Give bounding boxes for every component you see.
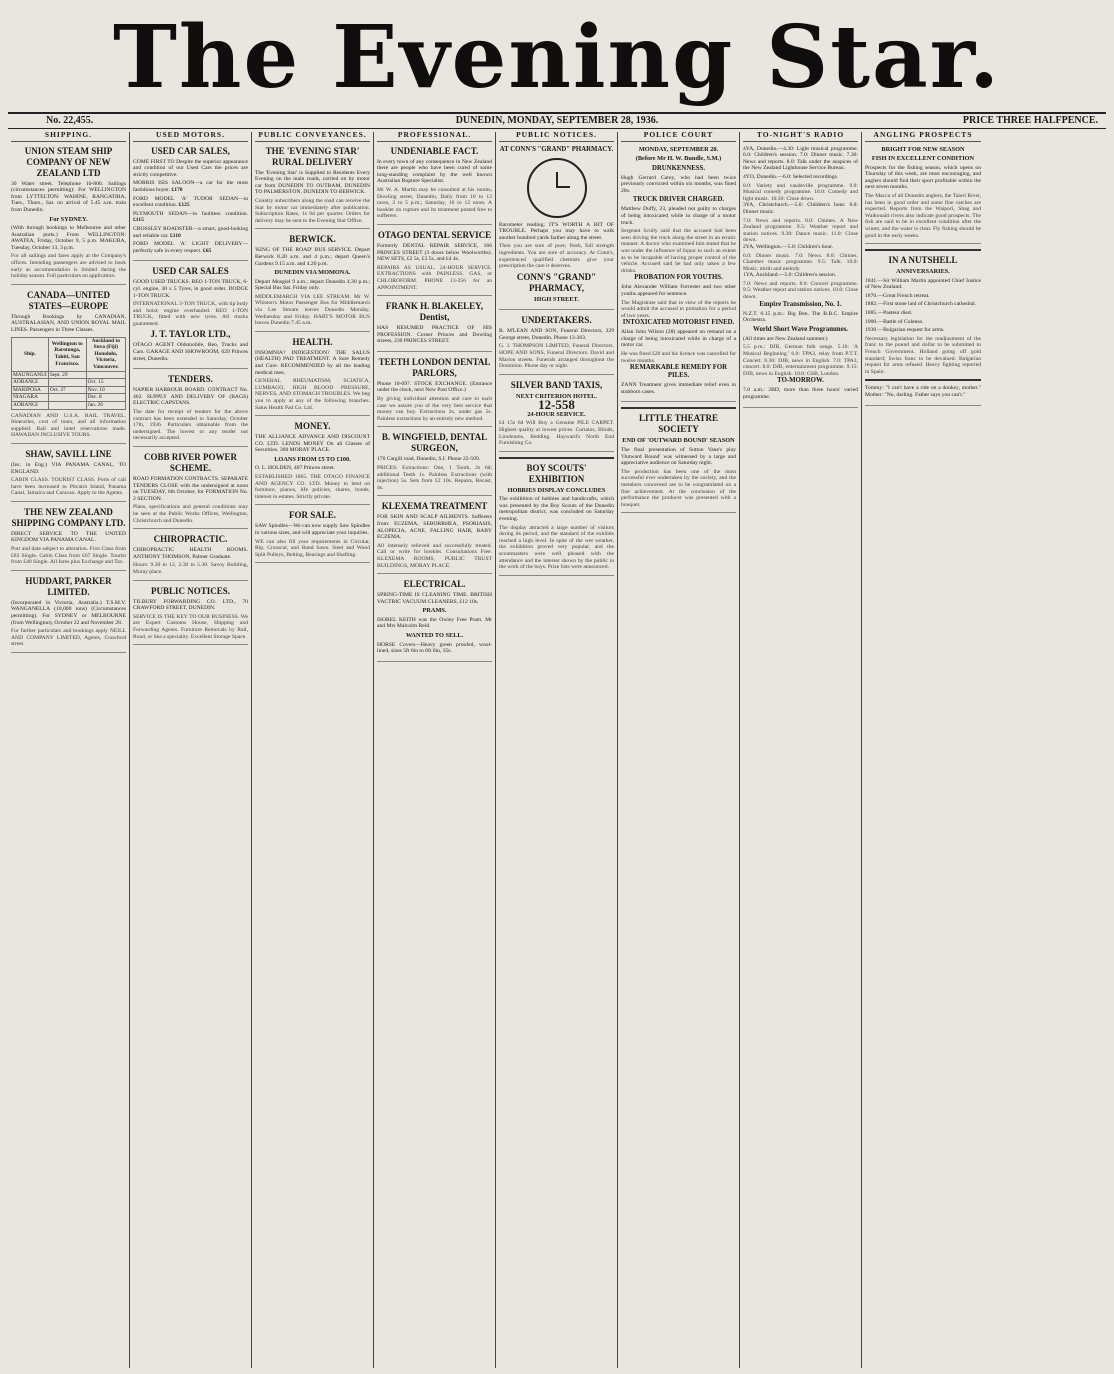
- meta-bar: [8, 112, 1106, 129]
- for-sale-ad: FOR SALE. SAW Spindles—We can now supply Saw Spindles in various sizes, and will appreciate your inquiries. WE can also fill your requirements in Circular, Rip, Crosscut, and Band Saws. Steel and Wood Split Pulleys, Belting, Bearings and Shafting.: [255, 510, 370, 563]
- masthead-title: The Evening Star.: [112, 7, 1002, 108]
- used-car-sales-ad: USED CAR SALES, COME FIRST TO Despite the superior appearance and condition of our Used Cars the prices are strictly competitive. MORRIS ISIS SALOON—a car for the most fastidious buyer. £170 FORD MODEL 'A' TUDOR SEDAN—in excellent condition. £125 PLYMOUTH SEDAN—in faultless condition. £115 CROSSLEY ROADSTER—a smart, good-looking and reliable car. £110 FORD MODEL 'A' LIGHT DELIVERY—perfectly safe in every respect. £65: [133, 146, 248, 262]
- issue-number: No. 22,455.: [46, 115, 94, 126]
- table-row: AORANGI Oct. 15: [12, 379, 126, 387]
- column-motors: [130, 132, 252, 1368]
- london-dental-ad: TEETH LONDON DENTAL PARLORS, Phone 10-697. STOCK EXCHANGE. (Entrance under the clock, next New Post Office.) By giving individual attention and care to each case we assure you of the very best service that money can buy. Extractions 2s, under gas 5s. Painless extractions by an entirely new method.: [377, 357, 492, 428]
- tilbury-ad: PUBLIC NOTICES. TILBURY FORWARDING CO. LTD., 70 CRAWFORD STREET, DUNEDIN. SERVICE IS THE KEY TO OUR BUSINESS. We are Expert Customs House, Shipping and Forwarding Agents. Furniture Removals by Rail, Road, or Sea a speciality. Excellent Storage Space.: [133, 586, 248, 646]
- boy-scouts-article: BOY SCOUTS' EXHIBITION HOBBIES DISPLAY CONCLUDES The exhibition of hobbies and handicrafts, which was presented by the Boy Scouts of the Dunedin metropolitan district, was concluded on Saturday evening. The display attracted a large number of visitors during its period, and the standard of the exhibits reached a high level. In spite of the wet weather, the exhibition proved very popular, and the scoutmasters were well pleased with the attendance and the interest shown by the public in the work of the boys. Prize lists were announced.: [499, 457, 614, 576]
- cobb-river-ad: COBB RIVER POWER SCHEME. ROAD FORMATION CONTRACTS. SEPARATE TENDERS CLOSE with the undersigned at noon on TUESDAY, 6th October, for FORMATION No. 2 SECTION. Plans, specifications and general conditions may be seen at the Public Works Offices, Wellington, Christchurch and Dunedin.: [133, 452, 248, 529]
- column-head-notices: PUBLIC NOTICES.: [499, 132, 614, 142]
- union-steamship-ad: UNION STEAM SHIP COMPANY OF NEW ZEALAND LTD 30 Water street. Telephone 10-800. Sailings (circumstances permitting): For WELLINGTON from LYTTELTON: WAHINE, RANGATIRA, Tues., Thurs., Sat. on arrival of 5.45 a.m. train from Dunedin. For SYDNEY. (With through bookings to Melbourne and other Australian ports.) From WELLINGTON: AWATEA, Friday, October 9, 5 p.m. MAKURA, Tuesday, October 13, 3 p.m. For all sailings and fares apply at the Company's offices. Intending passengers are advised to book early as accommodation is limited during the holiday season. Full particulars on application.: [11, 146, 126, 285]
- undertakers-ad: UNDERTAKERS. R. M'LEAN AND SON, Funeral Directors, 229 George street, Dunedin. Phone 13-263. G. J. THOMPSON LIMITED, Funeral Directors. HOPE AND SONS, Funeral Directors. David and Marion streets. Funerals arranged throughout the Dominion. Phone day or night.: [499, 315, 614, 375]
- chiropractic-ad: CHIROPRACTIC. CHIROPRACTIC HEALTH ROOMS. ANTHONY THOMSON, Palmer Graduate. Hours: 9.30 to 12, 2.30 to 5.30. Savoy Building, Moray place.: [133, 534, 248, 580]
- column-conveyances: [252, 132, 374, 1368]
- column-angling: [862, 132, 984, 1368]
- electrical-ad: ELECTRICAL. SPRING-TIME IS CLEANING TIME. BRITISH VACTRIC VACUUM CLEANERS, £12 10s. PRAMS. ISOBEL KEITH was the Owley Free Pram. Mr and Mrs Malcolm Reid. WANTED TO SELL. HORSE Covers—Heavy green proofed, wool-lined, sizes 5ft 6in to 6ft 6in, 35s.: [377, 579, 492, 662]
- canada-ad: CANADA—UNITED STATES—EUROPE Through Bookings by CANADIAN, AUSTRALASIAN, AND UNION ROYAL MAIL LINES. Passengers in Three Classes. Ship. Wellington to Rarotonga, Tahiti, San Francisco. Auckland to Suva (Fiji) Honolulu, Victoria, Vancouver. MAUNGANUI Sept. 29 AORANGI Oct. 15 MARIPOSA Oct. 27 Nov. 10 NIAGARA Dec. 8 AORANGI Jan. 26 CANADIAN AND U.S.A. RAIL TRAVEL. Itineraries, cost of tours, and all information supplied. Rail and hotel reservations made. HAWAIIAN INCLUSIVE TOURS.: [11, 290, 126, 444]
- table-row: MAUNGANUI Sept. 29: [12, 371, 126, 379]
- klexema-ad: KLEXEMA TREATMENT FOR SKIN AND SCALP AILMENTS. Sufferers from: ECZEMA, SEBORRHEA, PSORIASIS, ALOPECIA, ACNE, FALLING HAIR, BABY ECZEMA. All intensely relieved and successfully treated. Call or write for booklet. Consultations Free. KLEXEMA ROOMS, PUBLIC TRUST BUILDINGS, MORAY PLACE.: [377, 501, 492, 574]
- radio-programmes: 4YA, Dunedin.—4.30: Light musical programme. 6.0: Children's session. 7.0: Dinner music. 7.30: News and reports. 8.0: Talk under the auspices of the New Zealand Lighthouse Service Bureau. 4YO, Dunedin.—6.0: Selected recordings. 8.0: Variety and vaudeville programme. 9.0: Musical comedy programme. 10.0: Comedy and light music. 10.30: Close down. 3YA, Christchurch.—5.0: Children's hour. 6.0: Dinner music. 7.0: News and reports. 8.0: Chimes. A New Zealand programme. 9.5: Weather report and station notices. 9.30: Dance music. 11.0: Close down. 2YA, Wellington.—5.0: Children's hour. 6.0: Dinner music. 7.0: News. 8.0: Chimes. Chamber music programme. 9.5: Talk. 10.0: Music, mirth and melody. 1YA, Auckland.—5.0: Children's session. 7.0: News and reports. 8.0: Concert programme. 9.5: Weather report and station notices. 10.0: Close down. Empire Transmission, No. 1. N.Z.T. 6.15 p.m.: Big Ben. The B.B.C. Empire Orchestra. World Short Wave Programmes. (All times are New Zealand summer.) 5.5 p.m.: DJB, German folk songs. 5.10: 'A Musical Beginning.' 6.0: TPA3, relay from P.T.T. Concert. 6.30: DJB, news in English. 7.0: TPA3, concert. 8.0: DJB, entertainment programme. 9.15: DJB, news in English. 10.0: GSB, London. TO-MORROW. 7.0 a.m.: 2BD, more than three hours' varied programme.: [743, 146, 858, 408]
- column-shipping: [8, 132, 130, 1368]
- otago-dental-ad: OTAGO DENTAL SERVICE Formerly DENTAL REPAIR SERVICE, 166 PRINCES STREET (3 doors below Woolworths). NEW SETS, £2 5s, £3 5s, and £4 4s. REPAIRS AS USUAL. 24-HOUR SERVICE. EXTRACTIONS with PAINLESS, GAS, or CHLOROFORM. PHONE 13-256 for an APPOINTMENT.: [377, 230, 492, 296]
- undeniable-fact-ad: UNDENIABLE FACT. In every town of any consequence in New Zealand there are people who have been cured of some long-standing complaint by the well known Australian Rupture Specialist. Mr W. A. Martin may be consulted at his rooms, Dowling street, Dunedin, Daily from 10 to 12 noon, 2 to 5 p.m.; Saturday, 10 to 12 noon. A booklet on rupture and its treatment posted free to sufferers.: [377, 146, 492, 225]
- column-radio: [740, 132, 862, 1368]
- little-theatre-article: LITTLE THEATRE SOCIETY END OF 'OUTWARD BOUND' SEASON The final presentation of Sutton Vane's play 'Outward Bound' was witnessed by a large and appreciative audience on Saturday night. The production has been one of the most successful ever undertaken by the society, and the members concerned are to be congratulated on a fine achievement. At the conclusion of the performance the producer was presented with a bouquet.: [621, 407, 736, 513]
- tenders-ad: TENDERS. NAPIER HARBOUR BOARD. CONTRACT No. 462. SUPPLY AND DELIVERY OF (BAGS) ELECTRIC CAPSTANS. The date for receipt of tenders for the above contract has been extended to Saturday, October 17th, 1936. Particulars obtainable from the undersigned. The lowest or any tender not necessarily accepted.: [133, 374, 248, 447]
- price: PRICE THREE HALFPENCE.: [962, 115, 1098, 126]
- used-trucks-ad: USED CAR SALES GOOD USED TRUCKS. REO 1-TON TRUCK, 6-cyl. engine, 30 x 5 Tyres, in good order. DODGE 1-TON TRUCK. INTERNATIONAL 3-TON TRUCK, with tip body and hoist; engine overhauled. REO 1-TON TRUCK, fitted with new tyres. All trucks guaranteed. J. T. TAYLOR LTD., OTAGO AGENT Oldsmobile, Reo, Trucks and Cars. GARAGE AND SHOWROOM, 629 Princes street, Dunedin.: [133, 266, 248, 369]
- column-head-motors: USED MOTORS.: [133, 132, 248, 142]
- table-row: NIAGARA Dec. 8: [12, 394, 126, 402]
- column-police: [618, 132, 740, 1368]
- table-row: MARIPOSA Oct. 27 Nov. 10: [12, 386, 126, 394]
- column-head-professional: PROFESSIONAL.: [377, 132, 492, 142]
- column-head-conveyances: PUBLIC CONVEYANCES.: [255, 132, 370, 142]
- column-head-radio: TO-NIGHT'S RADIO: [743, 132, 858, 142]
- nz-shipping-ad: THE NEW ZEALAND SHIPPING COMPANY LTD. DIRECT SERVICE TO THE UNITED KINGDOM VIA PANAMA CANAL. Port and date subject to alteration. First Class from £83 Single. Cabin Class from £67 Single. Tourist from £40 Single. All fares plus Exchange and Tax.: [11, 507, 126, 571]
- in-a-nutshell: IN A NUTSHELL ANNIVERSARIES. 1841.—Sir William Martin appointed Chief Justice of New Zealand. 1870.—Great French retreat. 1882.—First stone laid of Christchurch cathedral. 1885.—Pasteur died. 1900.—Battle of Colenso. 1930.—Bulgarian request for arms. Necessary legislation for the readjustment of the franc to the pound and dollar to be submitted to French Government. Holland going off gold standard; Swiss franc to be devalued. Bulgarian request for arms refused. Heavy fighting reported in Spain. Tommy: "I can't have a ride on a donkey, mother." Mother: "No, darling. Father says you can't.": [865, 249, 981, 405]
- column-notices: [496, 132, 618, 1368]
- berwick-bus-ad: BERWICK. 'KING OF THE ROAD' BUS SERVICE. Depart Berwick 8.20 a.m. and 4 p.m.; depart Queen's Gardens 9.15 a.m. and 4.20 p.m. DUNEDIN VIA MOMONA. Depart Mosgiel 9 a.m.; depart Dunedin 4.30 p.m.; Special Bus Sat. Friday only. MIDDLEMARCH VIA LEE STREAM. Mr W. Whiston's Motor Passenger Bus for Middlemarch via Lee Stream leaves Dunedin Monday, Wednesday and Friday. HART'S MOTOR BUS leaves Dunedin 7.45 a.m.: [255, 234, 370, 331]
- dateline: DUNEDIN, MONDAY, SEPTEMBER 28, 1936.: [455, 115, 659, 126]
- shaw-savill-ad: SHAW, SAVILL LINE (Inc. in Eng.) VIA PANAMA CANAL, TO ENGLAND. CABIN CLASS. TOURIST CLASS. Ports of call have been increased to Pitcairn Island, Panama Canal, Jamaica and Curacao. Apply to the Agents.: [11, 449, 126, 502]
- rural-delivery-ad: THE 'EVENING STAR' RURAL DELIVERY The 'Evening Star' is Supplied to Residents Every Evening on the main roads, carried on by motor car from DUNEDIN TO OUTRAM, DUNEDIN TO PALMERSTON, DUNEDIN TO BERWICK. Country subscribers along the road can receive the Star by motor car immediately after publication. Subscription Rates, 1s 9d per quarter. Orders for delivery may be sent to the Evening Star Office.: [255, 146, 370, 230]
- table-row: AORANGI Jan. 26: [12, 401, 126, 409]
- columns: [8, 132, 1106, 1368]
- police-court-report: MONDAY, SEPTEMBER 28. (Before Mr H. W. Bundle, S.M.) DRUNKENNESS. Hugh Gerrard Carey, who had been twice previously convicted within six months, was fined 20s. TRUCK DRIVER CHARGED. Matthew Duffy, 23, pleaded not guilty to charges of being intoxicated while in charge of a motor truck. Sergeant Scully said that the accused had been seen driving the truck along the street in an erratic manner. A doctor who examined him stated that he was under the influence of liquor to such an extent as to be incapable of having proper control of the vehicle. Accused said he had only taken a few drinks. PROBATION FOR YOUTHS. John Alexander William Forrester and two other youths appeared for sentence. The Magistrate said that in view of the reports he would admit the accused to probation for a period of two years. INTOXICATED MOTORIST FINED. Allan John Wilson (28) appeared on remand on a charge of being intoxicated while in charge of a motor car. He was fined £20 and his licence was cancelled for twelve months. REMARKABLE REMEDY FOR PILES. ZANN Treatment gives immediate relief even in stubborn cases.: [621, 146, 736, 403]
- silver-band-taxis-ad: SILVER BAND TAXIS, NEXT CRITERION HOTEL. 12-558 24-HOUR SERVICE. £4 15s 6d Will Buy a Genuine PILE CARPET. Highest quality at lowest prices. Curtains, Blinds, Linoleums, Bedding. Hayward's North End Furnishing Co.: [499, 380, 614, 452]
- column-head-angling: ANGLING PROSPECTS: [865, 132, 981, 142]
- conns-pharmacy-ad: AT CONN'S "GRAND" PHARMACY. Barometer reading: IT'S WORTH A BIT OF TROUBLE. Perhaps you may have to walk another hundred yards farther along the street. Then you are sure of pure, fresh, full strength ingredients. You are sure of accuracy. At Conn's, experienced qualified chemists give your prescription the care it deserves. CONN'S "GRAND" PHARMACY, HIGH STREET.: [499, 146, 614, 311]
- column-head-shipping: SHIPPING.: [11, 132, 126, 142]
- sailings-table: Ship. Wellington to Rarotonga, Tahiti, San Francisco. Auckland to Suva (Fiji) Honolulu, Victoria, Vancouver. MAUNGANUI Sept. 29 AORANGI Oct. 15 MARIPOSA Oct. 27 Nov. 10 NIAGARA Dec. 8 AORANGI Jan. 26: [11, 337, 126, 410]
- salus-health-ad: HEALTH. INSOMNIA? INDIGESTION? THE SALUS (HEALTH) PAD TREATMENT. A Sure Remedy and Cure. RECOMMENDED by all the leading medical men. GENERAL RHEUMATISM, SCIATICA, LUMBAGO, HIGH BLOOD PRESSURE, NERVES, AND STOMACH TROUBLES. We beg you to apply at any of the following branches. Salus Health Pad Co. Ltd.: [255, 337, 370, 416]
- blakeley-ad: FRANK H. BLAKELEY, Dentist, HAS RESUMED PRACTICE OF HIS PROFESSION. Corner Princes and Dowling streets, 230 PRINCES STREET.: [377, 301, 492, 352]
- taxi-phone-number: 12-558: [538, 397, 575, 413]
- huddart-parker-ad: HUDDART, PARKER LIMITED. (Incorporated in Victoria, Australia.) T.S.M.V. WANGANELLA (10,000 tons) (Circumstances permitting). For SYDNEY or MELBOURNE (from Wellington), October 22 and November 28. For further particulars and bookings apply NEILL AND COMPANY LIMITED, Agents, Crawford street.: [11, 576, 126, 653]
- column-head-police: POLICE COURT: [621, 132, 736, 142]
- angling-article: BRIGHT FOR NEW SEASON FISH IN EXCELLENT CONDITION Prospects for the fishing season, which opens on Thursday of this week, are most encouraging, and anglers should find their sport profitable within the next seven months. The Macca of all Dunedin anglers, the Taieri River, has been in good order and some fine catches are expected. Reports from the Waipori, Shag and Waikouaiti rivers also indicate good prospects. The fish are said to be in excellent condition after the winter, and the water is clear. Fly fishing should be good in the early weeks.: [865, 146, 981, 245]
- wingfield-ad: B. WINGFIELD, DENTAL SURGEON, 170 Cargill road, Dunedin, S.I. Phone 22-509. PRICES: Extractions: One, 1 Tooth, 2s 6d; additional Teeth 1s. Painless Extractions (with injection) 5s. Sets from £2 10s. Repairs, Recast, 4s.: [377, 432, 492, 496]
- column-professional: [374, 132, 496, 1368]
- barometer-icon: [527, 158, 587, 218]
- alliance-money-ad: MONEY. THE ALLIANCE ADVANCE AND DISCOUNT CO. LTD. LENDS MONEY On all Classes of Securities. 360 MORAY PLACE. LOANS FROM £5 TO £100. O. L. HOLDEN, 407 Princes street. ESTABLISHED 1865. THE OTAGO FINANCE AND AGENCY CO. LTD. Money to lend on furniture, pianos, life policies, shares, bonds, interest in estates. Strictly private.: [255, 421, 370, 505]
